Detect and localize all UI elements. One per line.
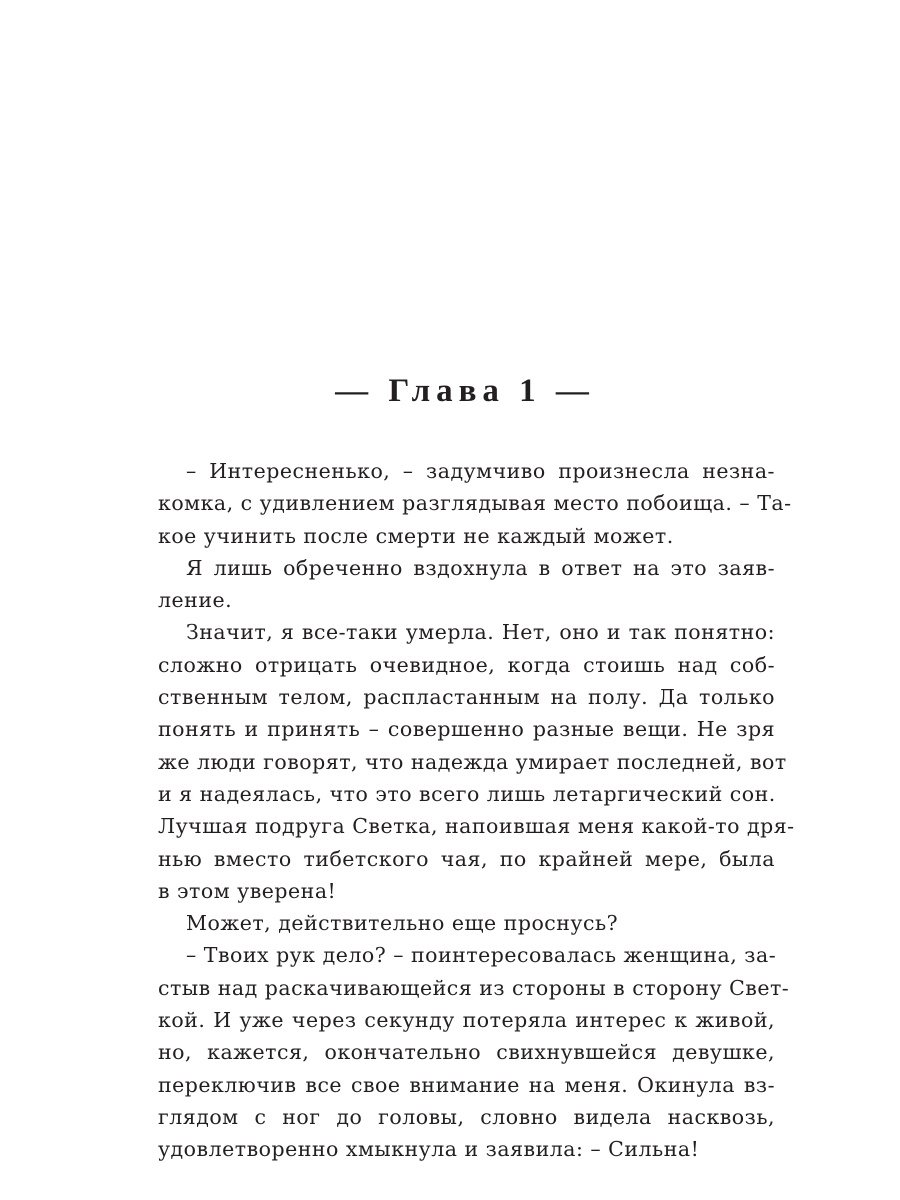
text-line: и я надеялась, что это всего лишь летаргический сон. xyxy=(158,781,776,806)
text-line: переключив все свое внимание на меня. Окинула вз- xyxy=(158,1072,775,1097)
text-line: понять и принять – совершенно разные вещи. Не зря xyxy=(158,717,775,742)
text-line: кое учинить после смерти не каждый может. xyxy=(158,523,674,548)
paragraph xyxy=(158,552,775,617)
text-line: стыв над раскачивающейся из стороны в сторону Свет- xyxy=(158,975,790,1000)
text-line: кой. И уже через секунду потеряла интерес к живой, xyxy=(158,1008,775,1033)
text-line: сложно отрицать очевидное, когда стоишь над соб- xyxy=(158,652,775,677)
text-line: Я лишь обреченно вздохнула в ответ на это заяв- xyxy=(186,555,775,580)
text-line: но, кажется, окончательно свихнувшейся девушке, xyxy=(158,1040,775,1065)
text-line: Лучшая подруга Светка, напоившая меня какой-то дря- xyxy=(158,814,795,839)
text-line: нью вместо тибетского чая, по крайней мере, была xyxy=(158,846,775,871)
text-line: Может, действительно еще проснусь? xyxy=(186,911,619,936)
chapter-body xyxy=(158,455,795,1166)
text-line: же люди говорят, что надежда умирает последней, вот xyxy=(158,749,787,774)
text-line: комка, с удивлением разглядывая место побоища. – Та- xyxy=(158,491,792,516)
text-line: – Твоих рук дело? – поинтересовалась женщина, за- xyxy=(186,943,777,968)
paragraph xyxy=(158,455,792,552)
paragraph xyxy=(158,939,790,1165)
text-line: ственным телом, распластанным на полу. Да только xyxy=(158,685,775,710)
chapter-title: — Глава 1 — xyxy=(335,373,595,409)
text-line: в этом уверена! xyxy=(158,878,337,903)
text-line: – Интересненько, – задумчиво произнесла незна- xyxy=(186,459,775,483)
text-line: Значит, я все-таки умерла. Нет, оно и так понятно: xyxy=(186,620,775,645)
text-line: удовлетворенно хмыкнула и заявила: – Сильна! xyxy=(158,1137,700,1162)
paragraph xyxy=(158,907,775,939)
paragraph xyxy=(158,616,795,907)
text-line: глядом с ног до головы, словно видела насквозь, xyxy=(158,1104,775,1129)
text-line: ление. xyxy=(158,588,233,613)
